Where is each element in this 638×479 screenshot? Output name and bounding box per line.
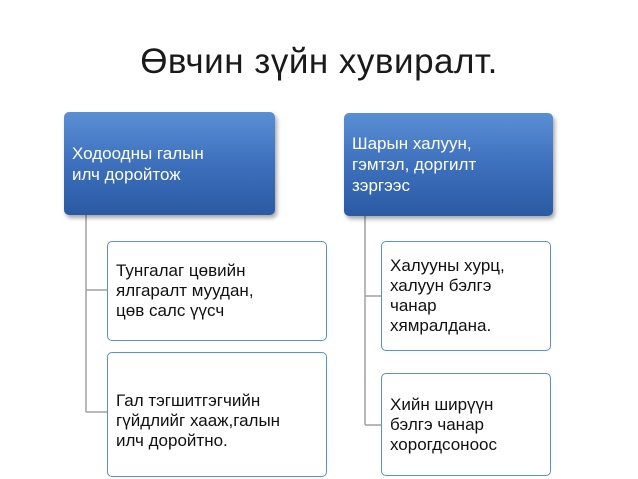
child-box-left-2 [107, 352, 327, 477]
header-box-right [344, 113, 553, 216]
child-box-left-1-label: Тунгалаг цөвийн ялгаралт муудан, цөв салс үүсч [116, 261, 254, 320]
child-box-right-1 [381, 241, 551, 351]
child-box-right-2 [381, 373, 551, 476]
child-box-left-2-label: Гал тэгшитгэгчийн гүйдлийг хааж,галын илч доройтно. [116, 391, 281, 450]
child-box-right-2-label: Хийн ширүүн бэлгэ чанар хорогдсоноос [390, 394, 497, 454]
child-box-right-1-label: Халууны хурц, халуун бэлгэ чанар хямралдана. [390, 256, 505, 335]
page-title: Өвчин зүйн хувиралт. [140, 42, 498, 81]
header-box-left [64, 112, 275, 215]
child-box-left-1 [107, 241, 327, 341]
header-box-left-label: Ходоодны галын илч доройтож [72, 143, 204, 184]
header-box-right-label: Шарын халуун, гэмтэл, доргилт зэргээс [352, 134, 477, 195]
